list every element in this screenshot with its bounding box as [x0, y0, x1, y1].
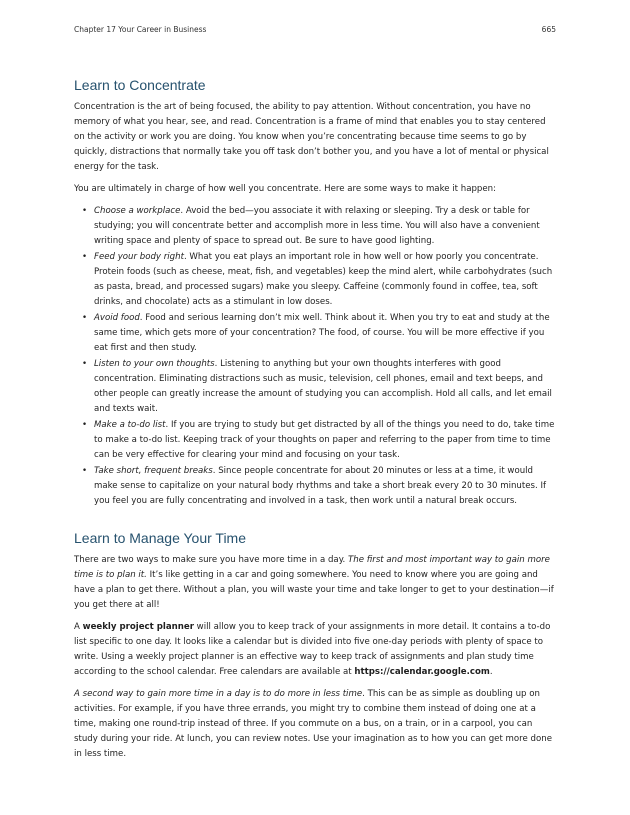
item-sep: .	[165, 420, 171, 430]
item-text: Listening to anything but your own thoughts interferes with good concentration. Eliminating distractions such as music, television, cell phones, email and text beeps, and other people can greatly increase the amount of studying you can accomplish. Hold all calls, and let email and texts wait.	[94, 359, 552, 414]
bullet-icon: •	[82, 359, 88, 369]
calendar-link[interactable]: https://calendar.google.com	[354, 667, 490, 677]
item-text: Avoid the bed—you associate it with relaxing or sleeping. Try a desk or table for studying; you will concentrate better and accomplish more in less time. You will also have a convenient writing space and plenty of space to spread out. Be sure to have good lighting.	[94, 206, 540, 246]
item-lead: Avoid food	[94, 313, 140, 323]
item-lead: Make a to-do list	[94, 420, 166, 430]
text-run: will allow you to keep track of your assignments in more detail. It contains a to-do list specific to one day. It looks like a calendar but is divided into five one-day periods with plenty of space to write. Using a weekly project planner is an effective way to keep track of assignments and plan study time according to the school calendar. Free calendars are available at	[74, 622, 551, 677]
bullet-icon: •	[82, 420, 88, 430]
item-sep: .	[214, 359, 221, 369]
list-item	[74, 418, 558, 463]
item-lead: Choose a workplace	[94, 206, 181, 216]
item-text: Food and serious learning don’t mix well. Think about it. When you try to eat and study at the same time, which gets more of your concentration? The food, of course. You will be more effective if you eat first and then study.	[94, 313, 550, 353]
item-text: Since people concentrate for about 20 minutes or less at a time, it would make sense to capitalize on your natural body rhythms and take a short break every 20 to 30 minutes. If you feel you are fully concentrating and involved in a task, then work until a natural break occurs.	[94, 466, 547, 506]
item-sep: .	[139, 313, 146, 323]
paragraph: You are ultimately in charge of how well you concentrate. Here are some ways to make it happen:	[74, 184, 497, 194]
item-lead: Feed your body right	[94, 252, 184, 262]
list-item	[74, 250, 558, 310]
page-number: 665	[541, 25, 556, 34]
paragraph	[74, 553, 558, 613]
item-sep: .	[183, 252, 190, 262]
paragraph	[74, 620, 558, 680]
list-item	[74, 204, 558, 249]
item-sep: .	[212, 466, 219, 476]
page-content	[74, 76, 558, 769]
bullet-icon: •	[82, 206, 88, 216]
paragraph	[74, 687, 558, 762]
emphasis: A second way to gain more time in a day is to do more in less time	[74, 689, 363, 699]
text-run: It’s like getting in a car and going somewhere. You need to know where you are going and have a plan to get there. Without a plan, you will waste your time and take longer to get to your destination—if you get there at all!	[74, 570, 554, 610]
section-heading-concentrate: Learn to Concentrate	[74, 77, 206, 93]
item-lead: Take short, frequent breaks	[94, 466, 213, 476]
paragraph: Concentration is the art of being focused, the ability to pay attention. Without concentration, you have no memory of what you hear, see, and read. Concentration is a frame of mind that enables you to stay centered on the activity or work you are doing. You know when you’re concentrating because time seems to go by quickly, distractions that normally take you off task don’t bother you, and you have a lot of mental or physical energy for the task.	[74, 102, 549, 172]
emphasis: The first and most important way to gain more time is to plan it.	[74, 555, 550, 580]
text-run: . This can be as simple as doubling up on activities. For example, if you have three errands, you might try to combine them instead of doing one at a time, making one round-trip instead of three. If you commute on a bus, on a train, or in a carpool, you can study during your ride. At lunch, you can review notes. Use your imagination as to how you can get more done in less time.	[74, 689, 552, 759]
section-heading-time: Learn to Manage Your Time	[74, 530, 247, 546]
chapter-title: Chapter 17 Your Career in Business	[74, 25, 207, 34]
item-sep: .	[180, 206, 186, 216]
text-run: There are two ways to make sure you have more time in a day.	[74, 555, 349, 565]
bullet-icon: •	[82, 466, 88, 476]
concentration-tips-list	[74, 204, 558, 509]
running-head	[74, 25, 556, 34]
bullet-icon: •	[82, 313, 88, 323]
list-item	[74, 464, 558, 509]
list-item	[74, 311, 558, 356]
bullet-icon: •	[82, 252, 88, 262]
key-term: weekly project planner	[82, 622, 194, 632]
item-text: What you eat plays an important role in how well or how poorly you concentrate. Protein foods (such as cheese, meat, fish, and vegetables) keep the mind alert, while carbohydrates (such as pasta, bread, and processed sugars) make you sleepy. Caffeine (commonly found in coffee, tea, soft drinks, and chocolate) acts as a stimulant in low doses.	[94, 252, 553, 307]
item-text: If you are trying to study but get distracted by all of the things you need to do, take time to make a to-do list. Keeping track of your thoughts on paper and referring to the paper from time to time can be very effective for clearing your mind and focusing on your task.	[94, 420, 555, 460]
list-item	[74, 357, 558, 417]
text-run: A	[74, 622, 83, 632]
text-run: .	[489, 667, 493, 677]
item-lead: Listen to your own thoughts	[94, 359, 215, 369]
